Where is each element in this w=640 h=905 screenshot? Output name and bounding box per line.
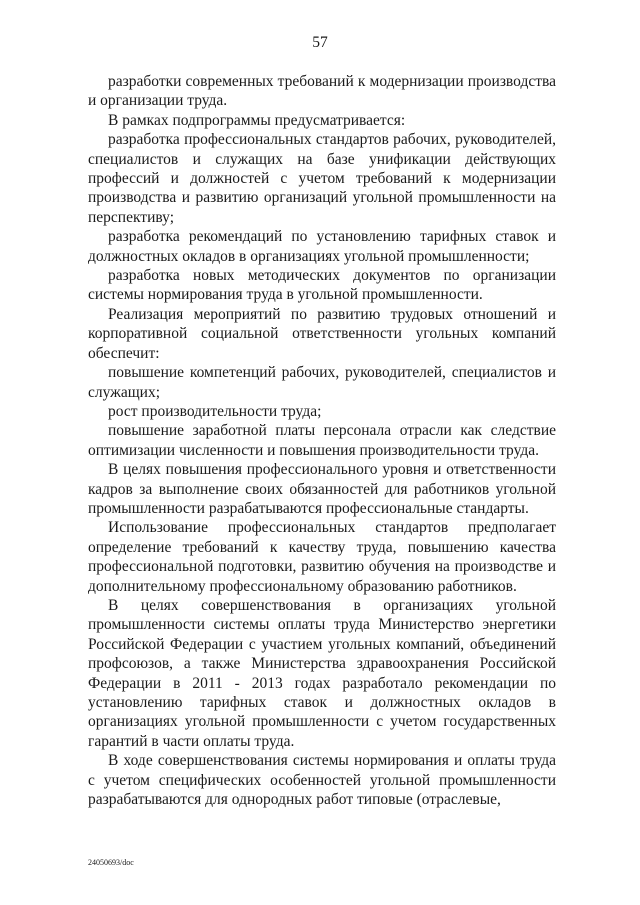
paragraph: В рамках подпрограммы предусматривается: xyxy=(108,111,406,129)
paragraph: разработка профессиональных стандартов рабочих, руководителей, специалистов и служащих на базе унификации действующих профессий и должностей с учетом требований к модернизации производства и развитию организаций угольной промышленности на перспективу; xyxy=(88,131,556,226)
page-number: 57 xyxy=(312,34,328,51)
paragraph: повышение заработной платы персонала отрасли как следствие оптимизации численности и повышения производительности труда. xyxy=(88,422,556,459)
paragraph: Использование профессиональных стандартов предполагает определение требований к качеству труда, повышению качества профессиональной подготовки, развитию обучения на производстве и дополнительному профессиональному образованию работников. xyxy=(88,519,556,595)
paragraph: В целях совершенствования в организациях угольной промышленности системы оплаты труда Министерство энергетики Российской Федерации с участием угольных компаний, объединений профсоюзов, а также Министерства здравоохранения Российской Федерации в 2011 - 2013 годах разработало рекомендации по установлению тарифных ставок и должностных окладов в организациях угольной промышленности с учетом государственных гарантий в части оплаты труда. xyxy=(88,596,556,750)
paragraph: повышение компетенций рабочих, руководителей, специалистов и служащих; xyxy=(88,364,556,401)
body-text xyxy=(88,72,556,809)
paragraph: разработки современных требований к модернизации производства и организации труда. xyxy=(88,73,556,110)
paragraph: В ходе совершенствования системы нормирования и оплаты труда с учетом специфических особенностей угольной промышленности разрабатываются для однородных работ типовые (отраслевые, xyxy=(88,752,556,809)
paragraph: В целях повышения профессионального уровня и ответственности кадров за выполнение своих обязанностей для работников угольной промышленности разрабатываются профессиональные стандарты. xyxy=(88,461,556,517)
paragraph: разработка новых методических документов по организации системы нормирования труда в угольной промышленности. xyxy=(88,267,556,304)
document-code: 24050693/doc xyxy=(88,858,134,867)
paragraph: рост производительности труда; xyxy=(108,402,322,420)
paragraph: разработка рекомендаций по установлению тарифных ставок и должностных окладов в организациях угольной промышленности; xyxy=(88,228,556,265)
paragraph: Реализация мероприятий по развитию трудовых отношений и корпоративной социальной ответственности угольных компаний обеспечит: xyxy=(88,305,556,362)
